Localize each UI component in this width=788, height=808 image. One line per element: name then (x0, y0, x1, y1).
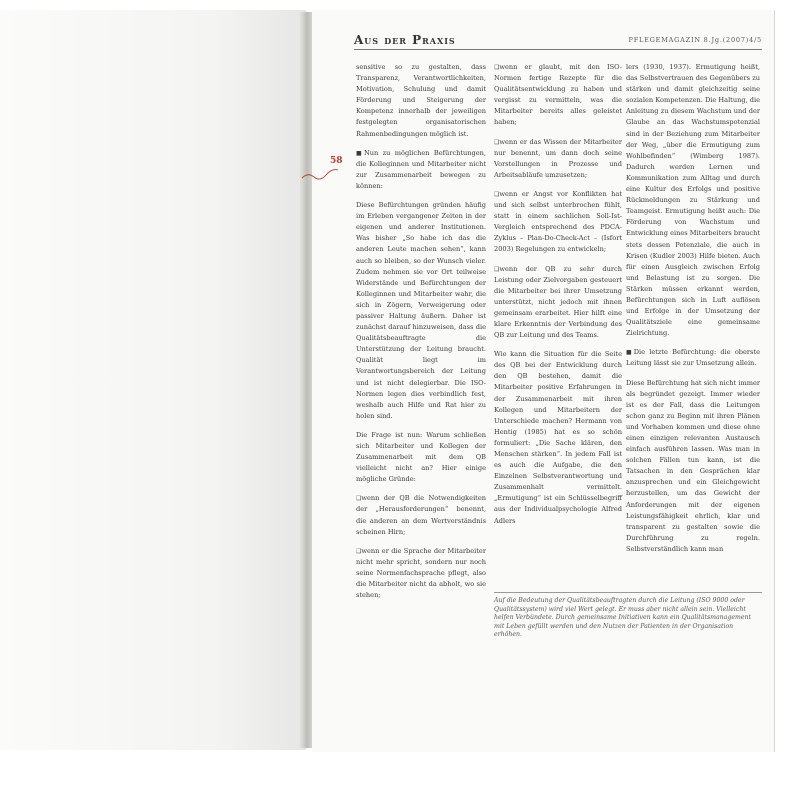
facing-page (0, 10, 306, 750)
subheading: ■ Nun zu möglichen Befürchtungen, die Kolleginnen und Mitarbeiter nicht zur Zusammenarbeit bewegen zu können: (356, 148, 486, 192)
paragraph: lers (1930, 1937). Ermutigung heißt, das Selbstvertrauen des Gegenübers zu stärken und damit gleichzeitig seine sozialen Kompetenzen. Die Haltung, die Anleitung zu diesem Wachstum und der Glaube an das Wachstumspotenzial sind in der Beziehung zum Mitarbeiter der Weg, „über die Ermutigung zum Wohlbefinden“ (Wimberg 1987). Dadurch werden Lernen und Kommunikation zum Alltag und durch eine Kultur des Erfolgs und positive Rückmeldungen zu Stärkung und Teamgeist. Ermutigung heißt auch: Die Förderung von Wachstum und Entwicklung eines Mitarbeiters braucht stets dessen Potenziale, die auch in Krisen (Kudler 2003) Hilfe bieten. Auch für einen Ausgleich zwischen Erfolg und Belastung ist zu sorgen. Die Stärken müssen erkannt werden, Befürchtungen sich in Luft auflösen und Erfolge in der Umsetzung der Qualitätsziele eine gemeinsame Zielrichtung. (626, 63, 760, 338)
text-column-1 (356, 62, 486, 609)
footnote: Auf die Bedeutung der Qualitätsbeauftragten durch die Leitung (ISO 9000 oder Qualitätssystem) wird viel Wert gelegt. Er muss aber nicht allein sein. Vielleicht helfen Verbündete. Durch gemeinsame Initiativen kann ein Qualitätsmanagement mit Leben gefüllt werden und den Nutzen der Patienten in der Organisation erhöhen. (494, 592, 762, 640)
bullet-item: ❑ wenn der QB die Notwendigkeiten der „Herausforderungen“ benennt, die anderen an dem Wertverständnis scheinen Hirn; (356, 493, 486, 537)
page-header (354, 33, 762, 47)
page-number-marker-icon (300, 164, 340, 184)
bullet-item: ❑ wenn er glaubt, mit den ISO-Normen fertige Rezepte für die Qualitätsentwicklung zu haben und vergisst zu vermitteln, was die Mitarbeiter bereits alles geleistet haben; (494, 62, 622, 129)
bullet-item: ❑ wenn er Angst vor Konflikten hat und sich selbst unterbrochen fühlt, statt in einem sachlichen Soll-Ist-Vergleich entsprechend des PDCA-Zyklus – Plan-Do-Check-Act – (Isfort 2003) Regelungen zu entwickeln; (494, 189, 622, 256)
section-title: Aus der Praxis (354, 33, 456, 47)
subheading: ■ Die letzte Befürchtung: die oberste Leitung lässt sie zur Umsetzung allein. (626, 347, 760, 369)
paragraph: sensitive so zu gestalten, dass Transparenz, Verantwortlichkeiten, Motivation, Schulung und damit Förderung und Steigerung der Kompetenz innerhalb der jeweiligen festgelegten organisatorischen Rahmenbedingungen möglich ist. (356, 63, 486, 138)
text-column-3 (626, 62, 760, 563)
page-number: 58 (330, 156, 343, 166)
bullet-item: ❑ wenn er die Sprache der Mitarbeiter nicht mehr spricht, sondern nur noch seine Normenfachsprache pflegt, also die Mitarbeiter nicht da abholt, wo sie stehen; (356, 546, 486, 601)
bullet-item: ❑ wenn der QB zu sehr durch Leistung oder Zielvorgaben gesteuert die Mitarbeiter bei ihrer Umsetzung unterstützt, nicht jedoch mit ihnen gemeinsam erarbeitet. Hier hilft eine klare Erkenntnis der Verbindung des QB zur Leitung und des Teams. (494, 264, 622, 342)
paragraph: Wie kann die Situation für die Seite des QB bei der Entwicklung durch den QB bestehen, damit die Mitarbeiter positive Erfahrungen in der Zusammenarbeit mit ihren Kollegen und Mitarbeitern der Unterschiede machen? Hermann von Hentig (1985) hat es so schön formuliert: „Die Sache klären, den Menschen stärken“. In jedem Fall ist es auch die Aufgabe, die den Einzelnen Selbstverantwortung und Zusammenhalt vermittelt. „Ermutigung“ ist ein Schlüsselbegriff aus der Individualpsychologie Alfred Adlers (494, 350, 622, 525)
text-column-2 (494, 62, 622, 535)
bullet-item: ❑ wenn er das Wissen der Mitarbeiter nur benennt, um dann doch seine Vorstellungen in Prozesse und Arbeitsabläufe umzusetzen; (494, 137, 622, 181)
paragraph: Diese Befürchtungen gründen häufig im Erleben vergangener Zeiten in der eigenen und anderer Institutionen. Was bisher „So habe ich das die anderen Leute machen sehen“, kann auch so bleiben, so der Wunsch vieler. Zudem nehmen sie vor Ort teilweise Widerstände und Befürchtungen der Kolleginnen und Mitarbeiter wahr, die sich in Zögern, Verweigerung oder passiver Haltung äußern. Daher ist zunächst darauf hinzuweisen, dass die Qualitätsbeauftragte die Unterstützung der Leitung braucht. Qualität liegt im Verantwortungsbereich der Leitung und ist nicht delegierbar. Die ISO-Normen legen dies verbindlich fest, weshalb auch Hilfe und Rat hier zu holen sind. (356, 201, 486, 420)
paragraph: Diese Befürchtung hat sich nicht immer als begründet gezeigt. Immer wieder ist es der Fall, dass die Leitungen schon ganz zu Beginn mit ihren Plänen und Vorhaben kommen und diese ohne einen einzigen relevanten Austausch einfach ausführen lassen. Was man in solchen Fällen tun kann, ist die Tatsachen in den Gesprächen klar anzusprechen und ein Gleichgewicht herzustellen, um das Gewicht der Anforderungen mit der eigenen Leistungsfähigkeit ehrlich, klar und transparent zu gestalten sowie die Durchführung zu regeln. Selbstverständlich kann man (626, 378, 760, 553)
header-rule (354, 49, 762, 50)
magazine-title: PFLEGEMAGAZIN 8.Jg.(2007)4/5 (628, 36, 762, 44)
paragraph: Die Frage ist nun: Warum schließen sich Mitarbeiter und Kollegen der Zusammenarbeit mit dem QB vielleicht nicht an? Hier einige mögliche Gründe: (356, 430, 486, 484)
